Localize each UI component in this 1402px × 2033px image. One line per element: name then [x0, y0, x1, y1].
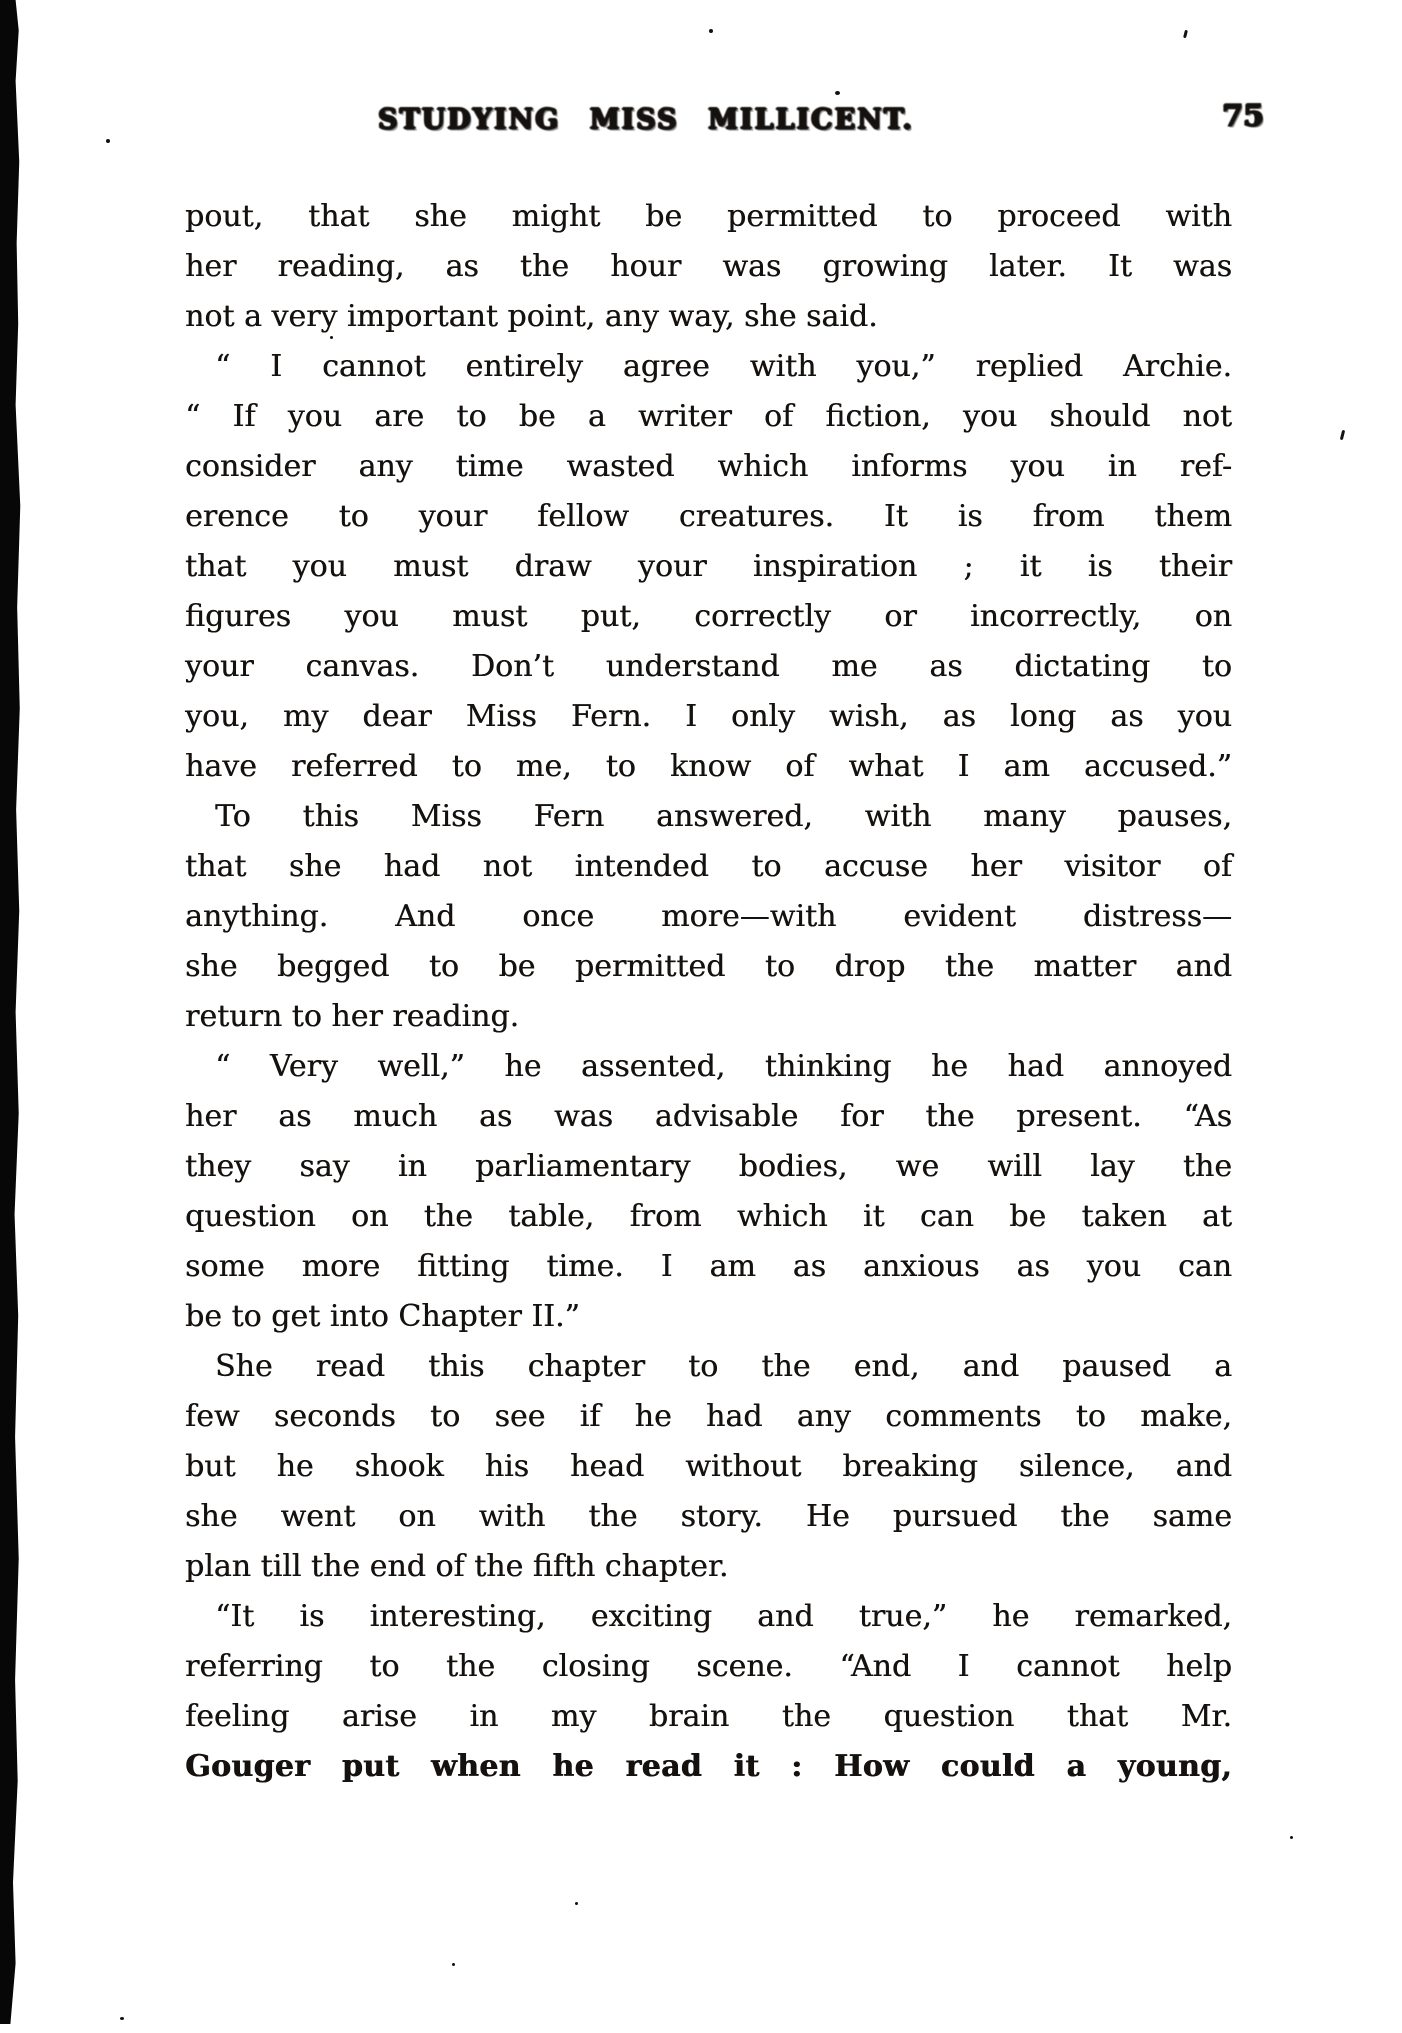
text-line: have referred to me, to know of what I am accused.” — [185, 749, 1232, 784]
scan-speckle — [452, 1963, 455, 1966]
paragraph — [185, 1342, 1232, 1592]
text-line: pout, that she might be permitted to proceed with — [185, 199, 1232, 234]
text-column — [185, 192, 1232, 1792]
running-title: STUDYING MISS MILLICENT. — [378, 103, 914, 136]
text-line: plan till the end of the fifth chapter. — [185, 1549, 729, 1584]
paragraph — [185, 192, 1232, 342]
paragraph — [185, 342, 1232, 792]
text-line: be to get into Chapter II.” — [185, 1299, 580, 1334]
scan-speckle — [1290, 1836, 1293, 1839]
text-line: that you must draw your inspiration ; it is their — [185, 549, 1232, 584]
text-line: question on the table, from which it can be taken at — [185, 1199, 1232, 1234]
scan-speckle — [835, 91, 840, 95]
text-line: her reading, as the hour was growing later. It was — [185, 249, 1232, 284]
text-line: but he shook his head without breaking silence, and — [185, 1449, 1232, 1484]
text-line: “It is interesting, exciting and true,” he remarked, — [215, 1599, 1232, 1634]
scan-speckle — [330, 336, 333, 339]
text-line: she begged to be permitted to drop the matter and — [185, 949, 1232, 984]
text-line: consider any time wasted which informs you in ref- — [185, 449, 1232, 484]
scan-speckle — [106, 139, 110, 143]
text-line: some more fitting time. I am as anxious as you can — [185, 1249, 1232, 1284]
text-line: you, my dear Miss Fern. I only wish, as long as you — [185, 699, 1232, 734]
text-line: To this Miss Fern answered, with many pauses, — [215, 799, 1232, 834]
text-line: her as much as was advisable for the present. “As — [185, 1099, 1232, 1134]
paragraph — [185, 1592, 1232, 1792]
scan-tick-artifact — [1340, 430, 1345, 440]
running-header — [0, 96, 1402, 146]
text-line: She read this chapter to the end, and paused a — [215, 1349, 1232, 1384]
text-line: return to her reading. — [185, 999, 520, 1034]
text-line: “ If you are to be a writer of fiction, you should not — [185, 399, 1232, 434]
paragraph — [185, 792, 1232, 1042]
text-line: “ Very well,” he assented, thinking he had annoyed — [215, 1049, 1232, 1084]
text-line: erence to your fellow creatures. It is from them — [185, 499, 1232, 534]
scan-tick-artifact — [1183, 30, 1188, 38]
text-line: few seconds to see if he had any comments to make, — [185, 1399, 1232, 1434]
scan-speckle — [709, 29, 713, 33]
binding-edge-artifact — [0, 0, 26, 2024]
text-line: not a very important point, any way, she said. — [185, 299, 878, 334]
scan-speckle — [120, 2017, 124, 2020]
scan-speckle — [575, 1902, 578, 1905]
text-line: she went on with the story. He pursued the same — [185, 1499, 1232, 1534]
text-line: they say in parliamentary bodies, we will lay the — [185, 1149, 1232, 1184]
page-number: 75 — [1222, 98, 1264, 133]
text-line: your canvas. Don’t understand me as dictating to — [185, 649, 1232, 684]
text-line: that she had not intended to accuse her visitor of — [185, 849, 1232, 884]
text-line: referring to the closing scene. “And I cannot help — [185, 1649, 1232, 1684]
paragraph — [185, 1042, 1232, 1342]
text-line: anything. And once more—with evident distress— — [185, 899, 1232, 934]
text-line: “ I cannot entirely agree with you,” replied Archie. — [215, 349, 1232, 384]
text-line: Gouger put when he read it : How could a young, — [185, 1749, 1232, 1784]
text-line: feeling arise in my brain the question that Mr. — [185, 1699, 1232, 1734]
text-line: figures you must put, correctly or incorrectly, on — [185, 599, 1232, 634]
